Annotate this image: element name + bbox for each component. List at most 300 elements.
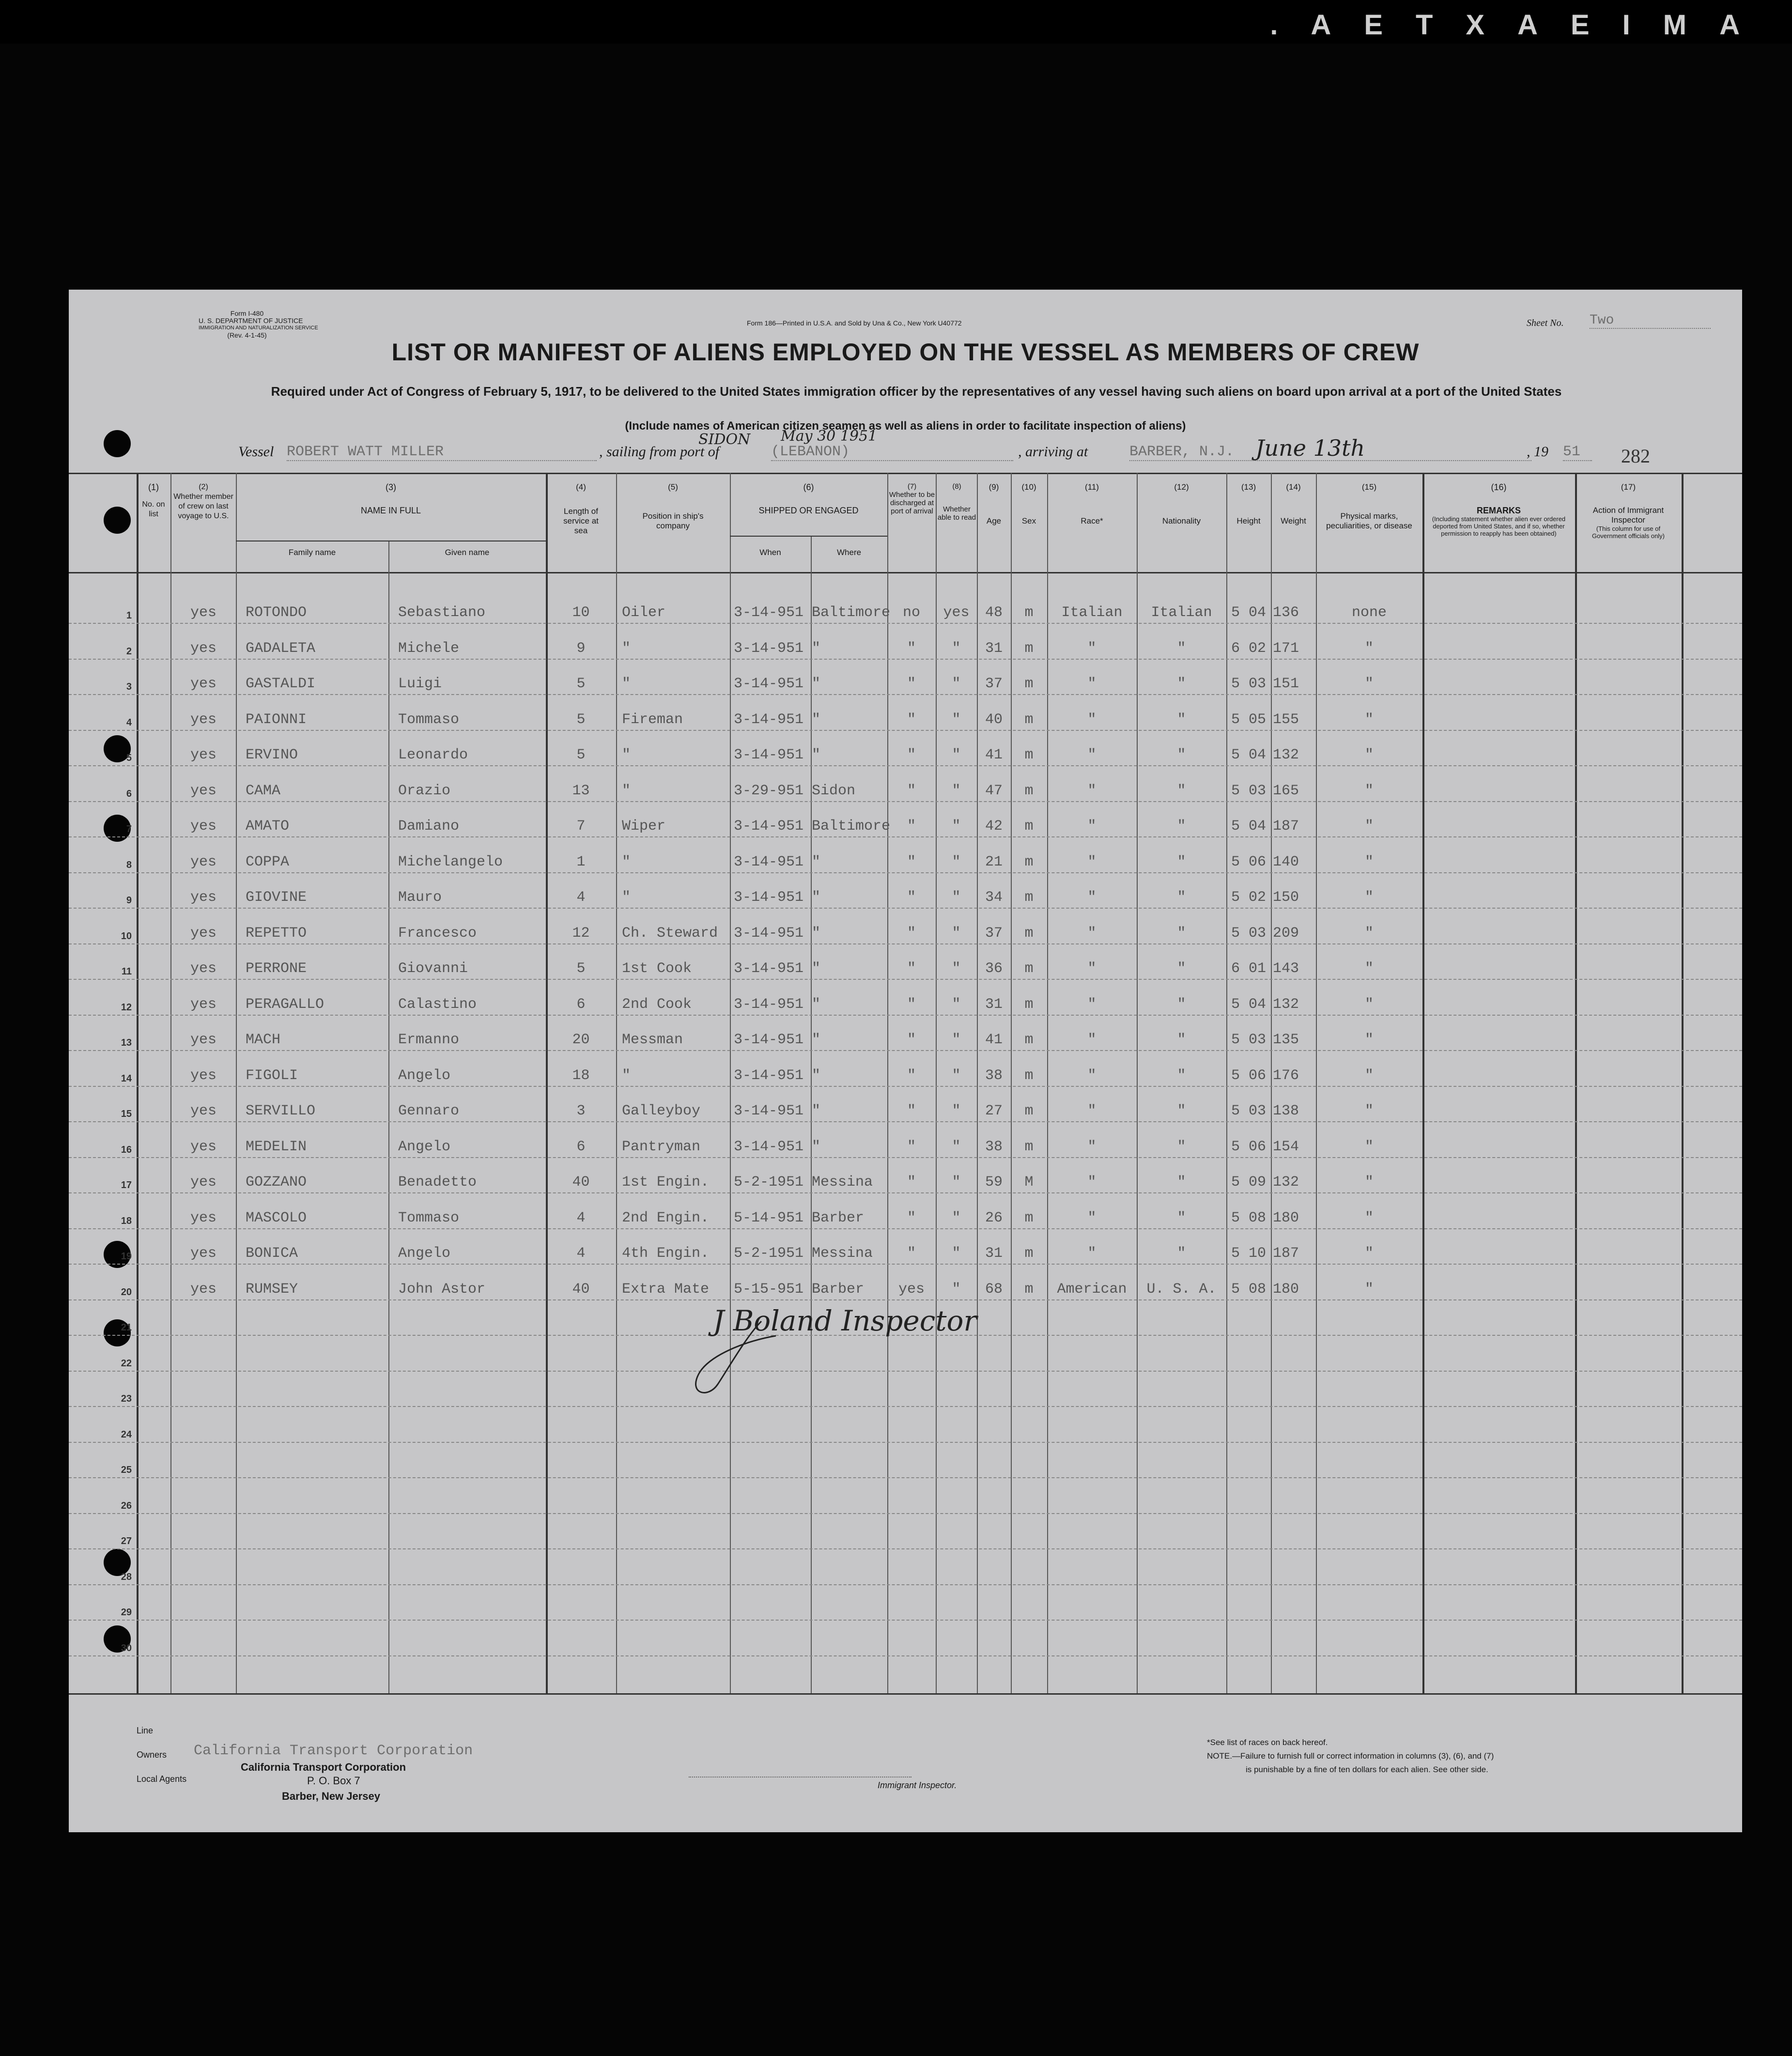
row-rule	[69, 1548, 1742, 1549]
cell-age: 42	[985, 818, 1003, 835]
cell-age: 68	[985, 1281, 1003, 1298]
cell-when: 3-14-951	[734, 1103, 804, 1119]
cell-service: 40	[572, 1174, 590, 1190]
cell-nationality: "	[1177, 1103, 1186, 1119]
arriving-label: , arriving at	[1018, 444, 1088, 460]
cell-race: "	[1087, 853, 1097, 870]
cell-when: 3-14-951	[734, 853, 804, 870]
header-discharged: (7) Whether to be discharged at port of arrival	[889, 482, 935, 515]
row-number: 16	[121, 1144, 132, 1155]
cell-when: 3-14-951	[734, 640, 804, 657]
cell-service: 9	[576, 640, 586, 657]
row-number: 10	[121, 930, 132, 942]
cell-service: 40	[572, 1281, 590, 1298]
cell-service: 6	[576, 996, 586, 1013]
cell-service: 18	[572, 1067, 590, 1084]
cell-where: "	[812, 853, 821, 870]
cell-when: 3-14-951	[734, 604, 804, 621]
cell-discharged: "	[907, 1209, 916, 1226]
cell-service: 12	[572, 925, 590, 942]
cell-nationality: "	[1177, 1174, 1186, 1190]
cell-sex: m	[1024, 1032, 1034, 1048]
cell-weight: 132	[1273, 996, 1299, 1013]
cell-marks: "	[1364, 1245, 1374, 1262]
cell-given: Giovanni	[398, 960, 468, 977]
cell-position: Wiper	[622, 818, 666, 835]
cell-discharged: "	[907, 711, 916, 728]
cell-nationality: "	[1177, 996, 1186, 1013]
cell-when: 3-14-951	[734, 1067, 804, 1084]
cell-discharged: "	[907, 818, 916, 835]
cell-race: "	[1087, 1209, 1097, 1226]
cell-height: 5 02	[1231, 889, 1266, 906]
cell-marks: "	[1364, 1174, 1374, 1190]
cell-family: PAIONNI	[246, 711, 307, 728]
cell-height: 5 04	[1231, 604, 1266, 621]
cell-sex: m	[1024, 960, 1034, 977]
cell-nationality: "	[1177, 889, 1186, 906]
cell-crew: yes	[190, 853, 216, 870]
cell-given: Francesco	[398, 925, 477, 942]
row-number: 23	[121, 1393, 132, 1404]
row-number: 8	[126, 859, 132, 870]
cell-discharged: "	[907, 676, 916, 692]
row-number: 29	[121, 1607, 132, 1618]
row-number: 26	[121, 1500, 132, 1511]
cell-given: Mauro	[398, 889, 442, 906]
cell-position: Ch. Steward	[622, 925, 718, 942]
cell-service: 20	[572, 1032, 590, 1048]
cell-crew: yes	[190, 711, 216, 728]
crew-table	[69, 473, 1742, 1693]
cell-position: 4th Engin.	[622, 1245, 710, 1262]
cell-given: Michelangelo	[398, 853, 503, 870]
cell-crew: yes	[190, 960, 216, 977]
cell-service: 4	[576, 1209, 586, 1226]
port-typed: (LEBANON)	[771, 444, 1013, 461]
cell-read: "	[952, 960, 961, 977]
cell-height: 5 03	[1231, 782, 1266, 799]
row-rule	[69, 1015, 1742, 1016]
cell-race: "	[1087, 782, 1097, 799]
header-nationality: (12) Nationality	[1162, 482, 1201, 526]
cell-where: "	[812, 1067, 821, 1084]
cell-race: "	[1087, 996, 1097, 1013]
cell-height: 5 03	[1231, 1103, 1266, 1119]
cell-where: "	[812, 996, 821, 1013]
cell-sex: m	[1024, 1281, 1034, 1298]
cell-sex: m	[1024, 853, 1034, 870]
cell-where: Barber	[812, 1209, 865, 1226]
cell-read: yes	[943, 604, 970, 621]
row-number: 19	[121, 1251, 132, 1262]
table-bottom-rule	[69, 1693, 1742, 1695]
cell-marks: "	[1364, 996, 1374, 1013]
row-rule	[69, 1264, 1742, 1265]
row-number: 11	[121, 966, 132, 977]
cell-weight: 140	[1273, 853, 1299, 870]
cell-where: Baltimore	[812, 604, 891, 621]
cell-discharged: "	[907, 1067, 916, 1084]
include-note: (Include names of American citizen seamen as well as aliens in order to facilitate inspection of aliens)	[625, 419, 1186, 433]
cell-read: "	[952, 747, 961, 763]
cell-crew: yes	[190, 1138, 216, 1155]
cell-position: "	[622, 889, 631, 906]
cell-age: 21	[985, 853, 1003, 870]
row-number: 3	[126, 681, 132, 692]
cell-age: 41	[985, 1032, 1003, 1048]
cell-age: 41	[985, 747, 1003, 763]
cell-nationality: U. S. A.	[1146, 1281, 1217, 1298]
row-rule	[69, 1513, 1742, 1514]
row-number: 9	[126, 895, 132, 906]
cell-given: Angelo	[398, 1245, 451, 1262]
cell-when: 3-14-951	[734, 1032, 804, 1048]
cell-race: "	[1087, 889, 1097, 906]
cell-race: "	[1087, 676, 1097, 692]
footer-agents-label: Local Agents	[137, 1774, 187, 1784]
cell-position: "	[622, 747, 631, 763]
cell-read: "	[952, 1174, 961, 1190]
cell-nationality: "	[1177, 711, 1186, 728]
row-rule	[69, 908, 1742, 909]
manifest-sheet	[69, 290, 1742, 1832]
cell-position: 2nd Engin.	[622, 1209, 710, 1226]
cell-nationality: "	[1177, 1032, 1186, 1048]
cell-when: 3-14-951	[734, 1138, 804, 1155]
cell-weight: 187	[1273, 1245, 1299, 1262]
cell-marks: "	[1364, 889, 1374, 906]
cell-nationality: "	[1177, 960, 1186, 977]
cell-read: "	[952, 1138, 961, 1155]
cell-read: "	[952, 711, 961, 728]
cell-marks: none	[1351, 604, 1387, 621]
cell-family: REPETTO	[246, 925, 307, 942]
col-line	[616, 473, 617, 1693]
row-number: 2	[126, 646, 132, 657]
cell-crew: yes	[190, 782, 216, 799]
cell-family: COPPA	[246, 853, 290, 870]
cell-service: 4	[576, 889, 586, 906]
cell-age: 31	[985, 640, 1003, 657]
cell-family: SERVILLO	[246, 1103, 316, 1119]
cell-marks: "	[1364, 747, 1374, 763]
cell-race: "	[1087, 818, 1097, 835]
cell-read: "	[952, 1209, 961, 1226]
cell-nationality: "	[1177, 640, 1186, 657]
row-number: 4	[126, 717, 132, 728]
cell-sex: m	[1024, 818, 1034, 835]
cell-weight: 135	[1273, 1032, 1299, 1048]
cell-crew: yes	[190, 604, 216, 621]
cell-discharged: "	[907, 925, 916, 942]
header-service: (4) Length of service at sea	[563, 482, 599, 535]
cell-family: ERVINO	[246, 747, 298, 763]
cell-family: PERRONE	[246, 960, 307, 977]
footer-agents-stamp-1: P. O. Box 7	[307, 1775, 360, 1787]
cell-read: "	[952, 1281, 961, 1298]
cell-given: Leonardo	[398, 747, 468, 763]
row-rule	[69, 765, 1742, 766]
cell-read: "	[952, 640, 961, 657]
stamp-number: 282	[1621, 445, 1650, 467]
department-name: U. S. DEPARTMENT OF JUSTICE	[199, 317, 303, 325]
cell-when: 3-14-951	[734, 925, 804, 942]
footer-line-label: Line	[137, 1726, 154, 1735]
cell-when: 3-14-951	[734, 711, 804, 728]
cell-age: 48	[985, 604, 1003, 621]
cell-family: RUMSEY	[246, 1281, 298, 1298]
header-physical-marks: (15) Physical marks, peculiarities, or disease	[1326, 482, 1412, 530]
header-family-name: Family name	[288, 548, 336, 557]
cell-marks: "	[1364, 640, 1374, 657]
cell-height: 5 04	[1231, 818, 1266, 835]
cell-when: 5-2-1951	[734, 1245, 804, 1262]
cell-marks: "	[1364, 1032, 1374, 1048]
cell-weight: 176	[1273, 1067, 1299, 1084]
row-number: 30	[121, 1642, 132, 1654]
row-rule	[69, 1655, 1742, 1656]
cell-service: 7	[576, 818, 586, 835]
cell-discharged: "	[907, 1032, 916, 1048]
cell-race: "	[1087, 1138, 1097, 1155]
cell-sex: m	[1024, 604, 1034, 621]
col-line	[730, 473, 731, 1693]
cell-nationality: "	[1177, 747, 1186, 763]
row-number: 27	[121, 1536, 132, 1546]
cell-marks: "	[1364, 853, 1374, 870]
cell-height: 5 04	[1231, 747, 1266, 763]
cell-given: Angelo	[398, 1067, 451, 1084]
cell-age: 47	[985, 782, 1003, 799]
cell-discharged: "	[907, 853, 916, 870]
col-line	[1422, 473, 1424, 1693]
row-rule	[69, 1584, 1742, 1585]
row-number: 5	[126, 753, 132, 763]
row-number: 24	[121, 1429, 132, 1440]
cell-height: 5 08	[1231, 1209, 1266, 1226]
cell-age: 27	[985, 1103, 1003, 1119]
cell-where: Baltimore	[812, 818, 891, 835]
cell-race: "	[1087, 925, 1097, 942]
cell-sex: m	[1024, 640, 1034, 657]
cell-when: 3-14-951	[734, 747, 804, 763]
row-rule	[69, 1086, 1742, 1087]
row-number: 20	[121, 1286, 132, 1298]
cell-marks: "	[1364, 960, 1374, 977]
row-rule	[69, 1121, 1742, 1122]
cell-read: "	[952, 1103, 961, 1119]
cell-family: GOZZANO	[246, 1174, 307, 1190]
cell-age: 34	[985, 889, 1003, 906]
cell-service: 4	[576, 1245, 586, 1262]
cell-given: Ermanno	[398, 1032, 460, 1048]
cell-given: Michele	[398, 640, 460, 657]
port-handwritten: SIDON	[698, 431, 751, 448]
header-no: (1) No. on list	[142, 482, 165, 518]
cell-discharged: "	[907, 1103, 916, 1119]
cell-marks: "	[1364, 676, 1374, 692]
cell-where: "	[812, 925, 821, 942]
cell-discharged: "	[907, 1138, 916, 1155]
shipped-subheader-rule	[730, 536, 887, 537]
cell-sex: m	[1024, 747, 1034, 763]
cell-crew: yes	[190, 1281, 216, 1298]
cell-weight: 180	[1273, 1281, 1299, 1298]
cell-where: "	[812, 1138, 821, 1155]
cell-weight: 132	[1273, 747, 1299, 763]
cell-nationality: "	[1177, 925, 1186, 942]
cell-discharged: "	[907, 889, 916, 906]
form-revision: (Rev. 4-1-45)	[227, 331, 267, 339]
cell-position: Extra Mate	[622, 1281, 710, 1298]
cell-sex: m	[1024, 925, 1034, 942]
arrival-date-handwritten: June 13th	[1255, 435, 1365, 461]
footer-inspector-label: Immigrant Inspector.	[878, 1780, 957, 1790]
cell-discharged: "	[907, 1174, 916, 1190]
row-rule	[69, 659, 1742, 660]
cell-where: Messina	[812, 1174, 873, 1190]
cell-service: 5	[576, 711, 586, 728]
row-rule	[69, 1406, 1742, 1407]
col-line	[1682, 473, 1684, 1693]
cell-race: "	[1087, 1032, 1097, 1048]
row-rule	[69, 943, 1742, 944]
cell-read: "	[952, 853, 961, 870]
cell-age: 40	[985, 711, 1003, 728]
cell-sex: m	[1024, 782, 1034, 799]
cell-given: Angelo	[398, 1138, 451, 1155]
cell-position: Messman	[622, 1032, 683, 1048]
cell-discharged: "	[907, 996, 916, 1013]
footer-agents-stamp-2: Barber, New Jersey	[282, 1790, 381, 1802]
cell-race: "	[1087, 960, 1097, 977]
cell-nationality: "	[1177, 1209, 1186, 1226]
cell-age: 26	[985, 1209, 1003, 1226]
cell-read: "	[952, 818, 961, 835]
sheet-number: Two	[1590, 313, 1711, 329]
cell-position: "	[622, 640, 631, 657]
cell-sex: m	[1024, 676, 1034, 692]
cell-where: "	[812, 747, 821, 763]
cell-weight: 154	[1273, 1138, 1299, 1155]
header-crew-last-voyage: (2) Whether member of crew on last voyage to U.S.	[173, 483, 233, 520]
cell-crew: yes	[190, 1103, 216, 1119]
punch-hole	[104, 430, 131, 457]
cell-discharged: yes	[898, 1281, 925, 1298]
footer-owners-label: Owners	[137, 1750, 167, 1760]
cell-age: 31	[985, 996, 1003, 1013]
row-rule	[69, 1157, 1742, 1158]
service-name: IMMIGRATION AND NATURALIZATION SERVICE	[199, 325, 318, 331]
cell-discharged: "	[907, 1245, 916, 1262]
form-id-block	[199, 309, 318, 339]
row-number: 28	[121, 1571, 132, 1582]
cell-service: 1	[576, 853, 586, 870]
cell-given: Tommaso	[398, 711, 460, 728]
cell-height: 5 09	[1231, 1174, 1266, 1190]
cell-when: 3-14-951	[734, 996, 804, 1013]
cell-position: "	[622, 676, 631, 692]
cell-height: 5 08	[1231, 1281, 1266, 1298]
cell-crew: yes	[190, 747, 216, 763]
year-prefix: , 19	[1527, 444, 1548, 460]
cell-race: Italian	[1061, 604, 1123, 621]
cell-given: Sebastiano	[398, 604, 486, 621]
cell-weight: 180	[1273, 1209, 1299, 1226]
header-read: (8) Whether able to read	[937, 482, 976, 522]
sheet-label: Sheet No.	[1527, 318, 1564, 328]
cell-age: 59	[985, 1174, 1003, 1190]
header-height: (13) Height	[1236, 482, 1261, 526]
cell-sex: m	[1024, 711, 1034, 728]
cell-weight: 165	[1273, 782, 1299, 799]
cell-family: CAMA	[246, 782, 281, 799]
cell-family: GADALETA	[246, 640, 316, 657]
row-number: 12	[121, 1002, 132, 1013]
cell-service: 5	[576, 960, 586, 977]
row-number: 14	[121, 1073, 132, 1084]
cell-marks: "	[1364, 1067, 1374, 1084]
cell-crew: yes	[190, 1209, 216, 1226]
row-number: 7	[126, 824, 132, 835]
cell-given: Tommaso	[398, 1209, 460, 1226]
row-number: 1	[126, 610, 132, 621]
col-line	[137, 473, 139, 1693]
vessel-label: Vessel	[238, 444, 274, 460]
cell-height: 5 06	[1231, 853, 1266, 870]
form-title: LIST OR MANIFEST OF ALIENS EMPLOYED ON THE VESSEL AS MEMBERS OF CREW	[391, 339, 1420, 366]
cell-read: "	[952, 1245, 961, 1262]
cell-family: MACH	[246, 1032, 281, 1048]
header-shipped: (6) SHIPPED OR ENGAGED	[758, 482, 859, 515]
cell-weight: 136	[1273, 604, 1299, 621]
cell-nationality: "	[1177, 782, 1186, 799]
cell-weight: 155	[1273, 711, 1299, 728]
table-top-rule	[69, 473, 1742, 474]
cell-age: 37	[985, 925, 1003, 942]
header-remarks: (16) REMARKS (Including statement whether alien ever ordered deported from United States, and if so, whether permission to reapply has been obtained)	[1432, 482, 1566, 537]
row-rule	[69, 694, 1742, 695]
header-race: (11) Race*	[1081, 482, 1103, 526]
cell-read: "	[952, 996, 961, 1013]
cell-crew: yes	[190, 925, 216, 942]
requirement-text: Required under Act of Congress of February 5, 1917, to be delivered to the United States immigration officer by the representatives of any vessel having such aliens on board upon arrival at a port of the United States	[271, 384, 1562, 399]
cell-when: 3-14-951	[734, 676, 804, 692]
cell-where: "	[812, 676, 821, 692]
cell-nationality: "	[1177, 853, 1186, 870]
film-code: .AETXAEIMA	[1270, 9, 1773, 41]
cell-nationality: "	[1177, 676, 1186, 692]
col-line	[1575, 473, 1577, 1693]
cell-read: "	[952, 925, 961, 942]
header-when: When	[759, 548, 781, 557]
year: 51	[1563, 444, 1592, 461]
cell-crew: yes	[190, 1032, 216, 1048]
cell-position: Oiler	[622, 604, 666, 621]
row-number: 18	[121, 1215, 132, 1226]
cell-position: "	[622, 853, 631, 870]
cell-read: "	[952, 1067, 961, 1084]
cell-where: "	[812, 960, 821, 977]
header-position: (5) Position in ship's company	[642, 482, 704, 530]
cell-sex: M	[1024, 1174, 1034, 1190]
header-inspector-action: (17) Action of Immigrant Inspector (This column for use of Government officials only)	[1591, 482, 1665, 540]
cell-position: Fireman	[622, 711, 683, 728]
row-rule	[69, 1477, 1742, 1478]
cell-when: 3-14-951	[734, 889, 804, 906]
cell-read: "	[952, 889, 961, 906]
